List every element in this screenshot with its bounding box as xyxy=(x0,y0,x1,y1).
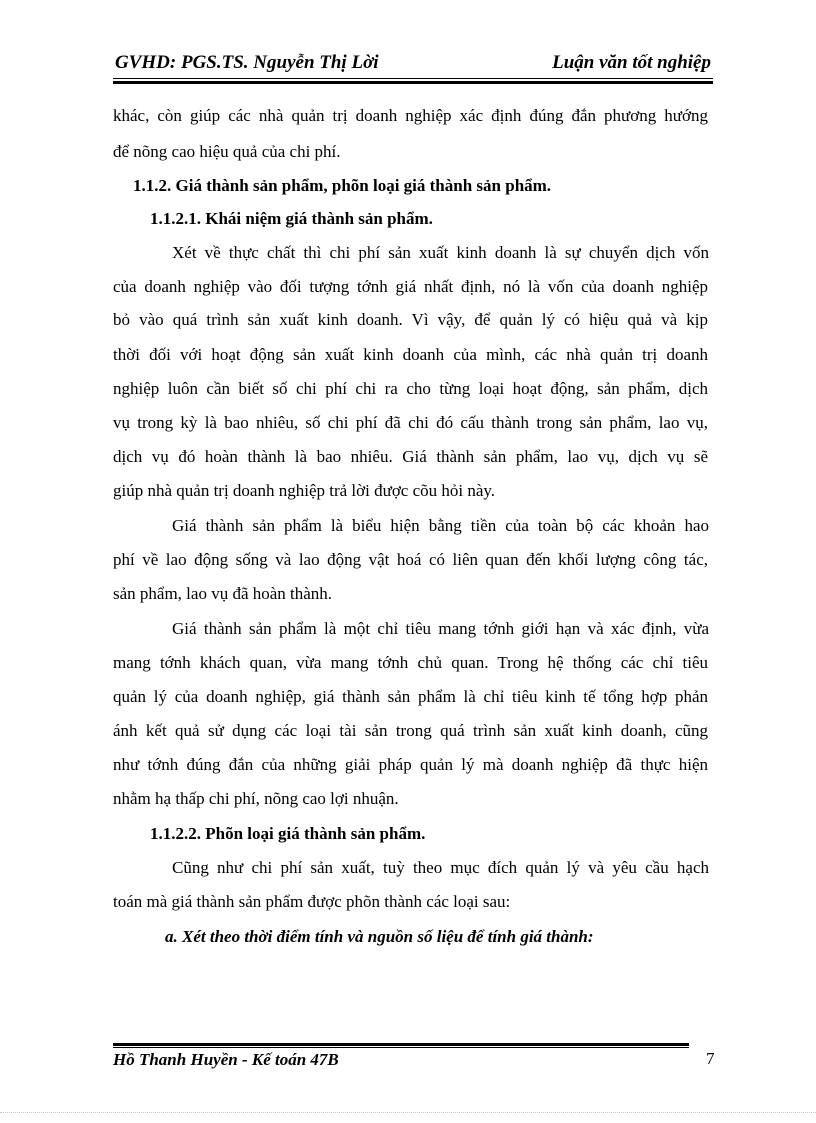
body-line: toán mà giá thành sản phẩm được phõn thành các loại sau: xyxy=(113,892,511,911)
body-line: như tớnh đúng đắn của những giải pháp quản lý mà doanh nghiệp đã thực hiện xyxy=(113,755,708,774)
footer-rule-thin xyxy=(113,1047,689,1048)
body-line: khác, còn giúp các nhà quản trị doanh nghiệp xác định đúng đắn phương hướng xyxy=(113,106,708,125)
header-rule-thin xyxy=(113,78,713,79)
body-line: mang tớnh khách quan, vừa mang tớnh chủ quan. Trong hệ thống các chỉ tiêu xyxy=(113,653,708,672)
header-advisor: GVHD: PGS.TS. Nguyễn Thị Lời xyxy=(115,52,379,73)
body-line: ánh kết quả sử dụng các loại tài sản trong quá trình sản xuất kinh doanh, cũng xyxy=(113,721,708,740)
section-heading: 1.1.2. Giá thành sản phẩm, phõn loại giá thành sản phẩm. xyxy=(133,176,552,195)
subsection-heading: 1.1.2.2. Phõn loại giá thành sản phẩm. xyxy=(150,824,426,843)
subsection-heading: 1.1.2.1. Khái niệm giá thành sản phẩm. xyxy=(150,209,433,228)
header-rule-thick xyxy=(113,81,713,84)
body-line: quản lý của doanh nghiệp, giá thành sản phẩm là chỉ tiêu kinh tế tổng hợp phản xyxy=(113,687,708,706)
body-line: Giá thành sản phẩm là một chỉ tiêu mang tớnh giới hạn và xác định, vừa xyxy=(172,619,709,638)
body-line: giúp nhà quản trị doanh nghiệp trả lời được cõu hỏi này. xyxy=(113,481,496,500)
page-boundary xyxy=(0,1112,816,1113)
body-line: phí về lao động sống và lao động vật hoá có liên quan đến khối lượng công tác, xyxy=(113,550,708,569)
body-line: của doanh nghiệp vào đối tượng tớnh giá nhất định, nó là vốn của doanh nghiệp xyxy=(113,277,708,296)
body-line: sản phẩm, lao vụ đã hoàn thành. xyxy=(113,584,333,603)
body-line: thời đối với hoạt động sản xuất kinh doanh của mình, các nhà quản trị doanh xyxy=(113,345,708,364)
body-line: để nõng cao hiệu quả của chi phí. xyxy=(113,142,341,161)
body-line: nhằm hạ thấp chi phí, nõng cao lợi nhuận. xyxy=(113,789,399,808)
body-line: nghiệp luôn cần biết số chi phí chi ra cho từng loại hoạt động, sản phẩm, dịch xyxy=(113,379,708,398)
header-doc-type: Luận văn tốt nghiệp xyxy=(552,52,711,73)
body-line: vụ trong kỳ là bao nhiêu, số chi phí đã chi đó cấu thành trong sản phẩm, lao vụ, xyxy=(113,413,708,432)
body-line: Cũng như chi phí sản xuất, tuỳ theo mục đích quản lý và yêu cầu hạch xyxy=(172,858,709,877)
body-line: bỏ vào quá trình sản xuất kinh doanh. Vì vậy, để quản lý có hiệu quả và kịp xyxy=(113,310,708,329)
body-line: Giá thành sản phẩm là biểu hiện bằng tiền của toàn bộ các khoản hao xyxy=(172,516,709,535)
footer-rule-thick xyxy=(113,1043,689,1046)
body-line: dịch vụ đó hoàn thành là bao nhiêu. Giá thành sản phẩm, lao vụ, dịch vụ sẽ xyxy=(113,447,708,466)
item-heading: a. Xét theo thời điểm tính và nguồn số liệu để tính giá thành: xyxy=(165,927,594,946)
footer-author: Hồ Thanh Huyền - Kế toán 47B xyxy=(113,1050,339,1069)
page-number: 7 xyxy=(706,1049,715,1068)
body-line: Xét về thực chất thì chi phí sản xuất kinh doanh là sự chuyển dịch vốn xyxy=(172,243,709,262)
